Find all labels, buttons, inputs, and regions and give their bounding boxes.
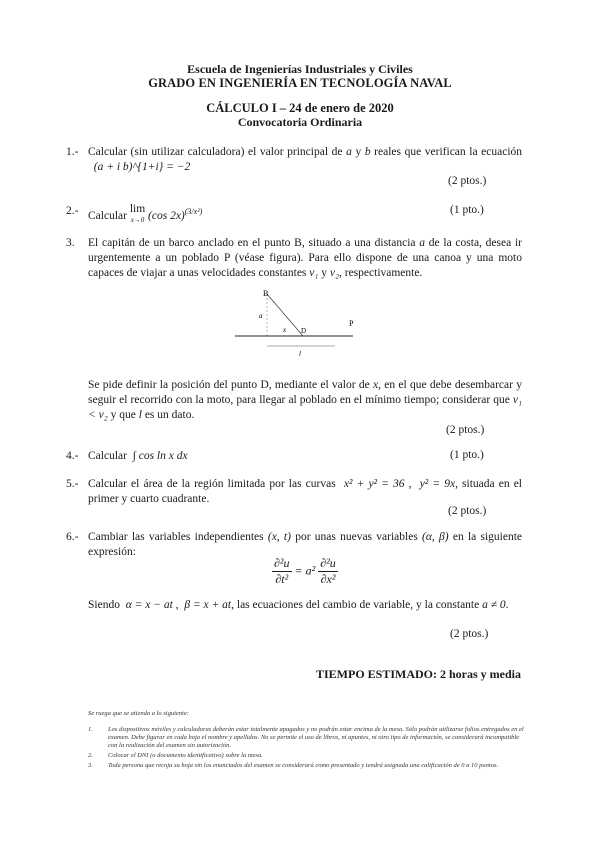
question-6-substitution: Siendo α = x − at , β = x + at, las ecuaciones del cambio de variable, y la constante a ≠ 0. xyxy=(88,599,509,611)
question-3-task: Se pide definir la posición del punto D, mediante el valor de x, en el que debe desembarcar y seguir el recorrido con la moto, para llegar al poblado en el mínimo tiempo; considerar que v₁ < v₂ y que l es un dato. xyxy=(88,379,523,421)
question-2: 2.- Calcular lim x→0 (cos 2x)$^{(3/x^2)}$ xyxy=(66,203,203,224)
question-4: 4.- Calcular ∫ cos ln x dx xyxy=(66,450,188,462)
exam-session: Convocatoria Ordinaria xyxy=(237,115,363,129)
question-number: 2.- xyxy=(66,205,79,217)
question-number: 5.- xyxy=(66,478,79,490)
footnote-item: 1. Los dispositivos móviles y calculadoras deberán estar totalmente apagados y no podrán estar encima de la mesa. Sólo podrán utilizarse folios entregados en el examen. Debe figurar en cada hoja el nombre y apellidos. No se permite el uso de libros, ni apuntes, ni otro tipo de información, se considerará incompatible con la realización del examen sin autorización. xyxy=(88,726,524,749)
footnote-item: 2. Colocar el DNI (o documento identificativo) sobre la mesa. xyxy=(88,752,263,759)
x-label: x xyxy=(283,326,287,334)
point-b-label: B xyxy=(263,289,269,298)
footnote-intro: Se ruega que se atienda a lo siguiente: xyxy=(88,710,189,717)
limit: lim xyxy=(129,203,146,215)
integral: ∫ cos ln x dx xyxy=(132,450,188,462)
points: (2 ptos.) xyxy=(446,424,485,436)
estimated-time: TIEMPO ESTIMADO: 2 horas y media xyxy=(316,667,522,681)
degree-title: GRADO EN INGENIERÍA EN TECNOLOGÍA NAVAL xyxy=(148,76,452,90)
question-number: 6.- xyxy=(66,531,79,543)
footnote-item: 3. Toda persona que recoja su hoja sin los enunciados del examen se considerará como presentado y tendrá asignada una calificación de 0 a 10 puntos. xyxy=(88,762,499,769)
question-3: 3. El capitán de un barco anclado en el punto B, situado a una distancia a de la costa, desea ir urgentemente a un poblado P (véase figura). Para ello dispone de una canoa y una moto capaces de viajar a unas velocidades constantes v₁ y v₂, respectivamente. xyxy=(66,237,522,279)
question-number: 1.- xyxy=(66,146,79,158)
points: (2 ptos.) xyxy=(450,628,489,640)
boat-figure xyxy=(225,286,365,360)
points: (2 ptos.) xyxy=(448,175,487,187)
l-label: l xyxy=(299,350,301,358)
points: (2 ptos.) xyxy=(448,505,487,517)
question-number: 3. xyxy=(66,237,75,249)
question-1: 1.- Calcular (sin utilizar calculadora) el valor principal de a y b reales que verifican la ecuación (a + i b)^{1+i} = −2 xyxy=(66,146,523,173)
points: (1 pto.) xyxy=(450,204,484,216)
exam-title: CÁLCULO I – 24 de enero de 2020 xyxy=(206,101,394,115)
question-number: 4.- xyxy=(66,450,79,462)
point-p-label: P xyxy=(349,319,354,328)
pde-formula: $\frac{\text{∂²u}}{\text{∂t²}}$ = a² $\frac{\text{∂²u}}{\text{∂x²}}$ xyxy=(274,556,336,586)
school-name: Escuela de Ingenierías Industriales y Civiles xyxy=(187,62,413,76)
a-label: a xyxy=(259,312,263,320)
question-6: 6.- Cambiar las variables independientes (x, t) por unas nuevas variables (α, β) en la siguiente expresión: xyxy=(66,531,523,558)
equation: (a + i b)^{1+i} = −2 xyxy=(93,161,191,173)
question-5: 5.- Calcular el área de la región limitada por las curvas x² + y² = 36 , y² = 9x, situada en el primer y cuarto cuadrante. xyxy=(66,478,523,505)
point-d-label: D xyxy=(301,327,307,335)
points: (1 pto.) xyxy=(450,449,484,461)
footnote-list xyxy=(88,726,528,770)
